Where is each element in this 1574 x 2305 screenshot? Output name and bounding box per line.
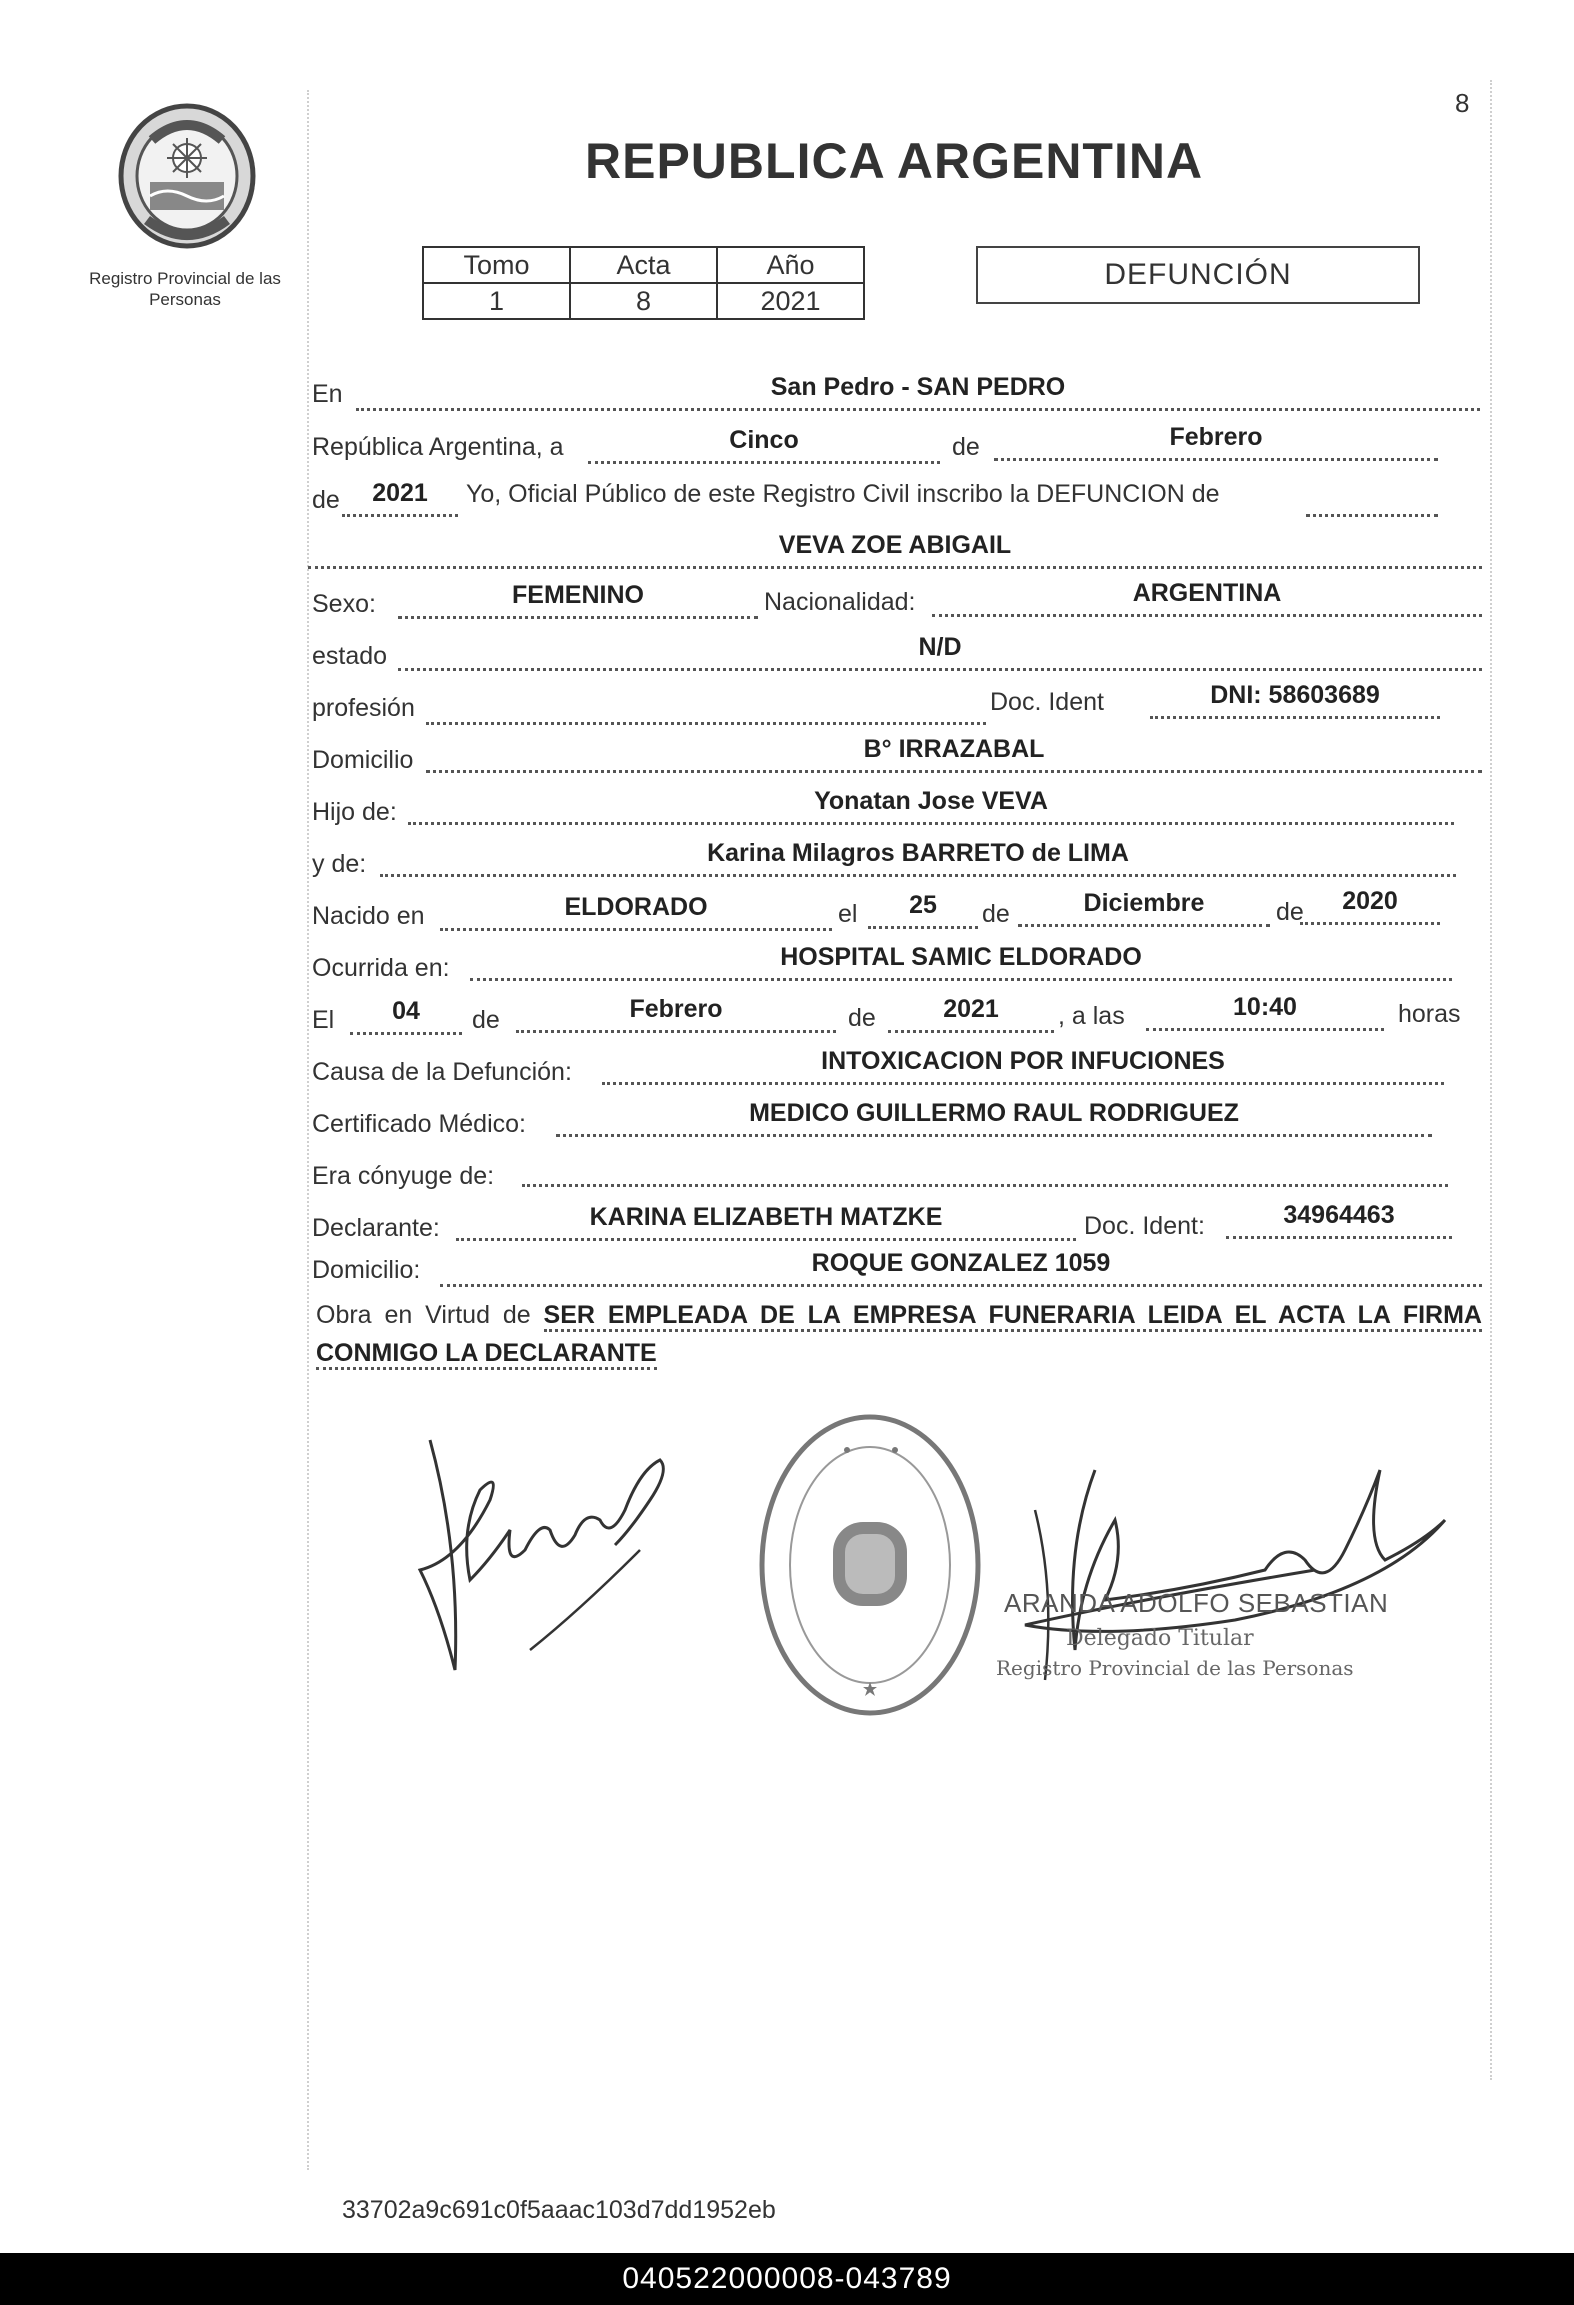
field-sexo: FEMENINO	[398, 580, 758, 619]
official-org: Registro Provincial de las Personas	[996, 1656, 1354, 1680]
page-title: REPUBLICA ARGENTINA	[585, 133, 1204, 189]
label-doc-ident: Doc. Ident	[990, 688, 1104, 716]
field-declarante-doc: 34964463	[1226, 1200, 1452, 1239]
field-doc-ident: DNI: 58603689	[1150, 680, 1440, 719]
field-fallec-anio: 2021	[888, 994, 1054, 1033]
label-obra: Obra en Virtud de	[316, 1301, 531, 1329]
label-declarante: Declarante:	[312, 1214, 440, 1242]
label-de-3: de	[982, 900, 1010, 928]
field-nacido-dia: 25	[868, 890, 978, 929]
acta-header: Acta	[570, 247, 717, 283]
anio-header: Año	[717, 247, 864, 283]
label-estado: estado	[312, 642, 388, 670]
field-fallec-hora: 10:40	[1146, 992, 1384, 1031]
field-profesion	[426, 686, 986, 725]
label-doc-ident-2: Doc. Ident:	[1084, 1212, 1205, 1240]
acta-value: 8	[570, 283, 717, 319]
field-nombre: VEVA ZOE ABIGAIL	[308, 530, 1482, 569]
field-lugar: San Pedro - SAN PEDRO	[356, 372, 1480, 411]
label-conyuge: Era cónyuge de:	[312, 1162, 495, 1190]
label-de-6: de	[848, 1004, 876, 1032]
official-role: Delegado Titular	[1066, 1626, 1254, 1651]
label-a-las: , a las	[1058, 1002, 1125, 1030]
field-nacionalidad: ARGENTINA	[932, 578, 1482, 617]
tomo-header: Tomo	[423, 247, 570, 283]
label-nacido-en: Nacido en	[312, 902, 425, 930]
label-causa: Causa de la Defunción:	[312, 1058, 572, 1086]
field-causa: INTOXICACION POR INFUCIONES	[602, 1046, 1444, 1085]
footer-id-bar: 040522000008-043789	[0, 2253, 1574, 2305]
label-domicilio: Domicilio	[312, 746, 414, 774]
field-certificado: MEDICO GUILLERMO RAUL RODRIGUEZ	[556, 1098, 1432, 1137]
field-conyuge	[522, 1148, 1448, 1187]
label-el: el	[838, 900, 858, 928]
label-certificado: Certificado Médico:	[312, 1110, 526, 1138]
label-ocurrida-en: Ocurrida en:	[312, 954, 450, 982]
label-hijo-de: Hijo de:	[312, 798, 397, 826]
label-de-1: de	[952, 433, 980, 461]
field-obra: SER EMPLEADA DE LA EMPRESA FUNERARIA LEIDA EL ACTA LA FIRMA CONMIGO LA DECLARANTE	[316, 1301, 1482, 1370]
field-fallec-mes: Febrero	[516, 994, 836, 1033]
label-profesion: profesión	[312, 694, 415, 722]
field-nacido-mes: Diciembre	[1018, 888, 1270, 927]
field-estado: N/D	[398, 632, 1482, 671]
label-el-cap: El	[312, 1006, 335, 1034]
field-declarante: KARINA ELIZABETH MATZKE	[456, 1202, 1076, 1241]
label-domicilio-2: Domicilio:	[312, 1256, 421, 1284]
label-de-4: de	[1276, 898, 1304, 926]
field-madre: Karina Milagros BARRETO de LIMA	[380, 838, 1456, 877]
field-blank-1	[1306, 478, 1438, 517]
record-table	[422, 246, 865, 320]
field-domicilio: B° IRRAZABAL	[426, 734, 1482, 773]
field-nacido-anio: 2020	[1300, 886, 1440, 925]
label-nacionalidad: Nacionalidad:	[764, 588, 916, 616]
field-anio: 2021	[342, 478, 458, 517]
label-horas: horas	[1398, 1000, 1461, 1028]
label-de-2: de	[312, 486, 340, 514]
official-name: ARANDA ADOLFO SEBASTIAN	[1004, 1588, 1389, 1618]
label-en: En	[312, 380, 343, 408]
label-sexo: Sexo:	[312, 590, 376, 618]
field-mes-texto: Febrero	[994, 422, 1438, 461]
left-margin-line	[307, 90, 309, 2170]
field-dia-texto: Cinco	[588, 425, 940, 464]
label-de-5: de	[472, 1006, 500, 1034]
field-declarante-domicilio: ROQUE GONZALEZ 1059	[440, 1248, 1482, 1287]
label-y-de: y de:	[312, 850, 367, 878]
field-nacido-lugar: ELDORADO	[440, 892, 832, 931]
obra-en-virtud	[316, 1296, 1482, 1372]
label-republica-a: República Argentina, a	[312, 433, 564, 461]
document-hash: 33702a9c691c0f5aaac103d7dd1952eb	[342, 2196, 776, 2224]
label-yo-oficial: Yo, Oficial Público de este Registro Civil inscribo la DEFUNCION de	[466, 480, 1220, 508]
declarant-signature	[400, 1410, 700, 1700]
provincial-seal-logo	[112, 100, 262, 250]
seal-caption: Registro Provincial de las Personas	[89, 269, 281, 309]
field-ocurrida-en: HOSPITAL SAMIC ELDORADO	[470, 942, 1452, 981]
field-fallec-dia: 04	[350, 996, 462, 1035]
field-padre: Yonatan Jose VEVA	[408, 786, 1454, 825]
official-stamp	[755, 1410, 985, 1720]
document-type-box: DEFUNCIÓN	[976, 246, 1420, 304]
right-margin-line	[1490, 80, 1492, 2080]
anio-value: 2021	[717, 283, 864, 319]
tomo-value: 1	[423, 283, 570, 319]
page-number: 8	[1455, 88, 1470, 118]
